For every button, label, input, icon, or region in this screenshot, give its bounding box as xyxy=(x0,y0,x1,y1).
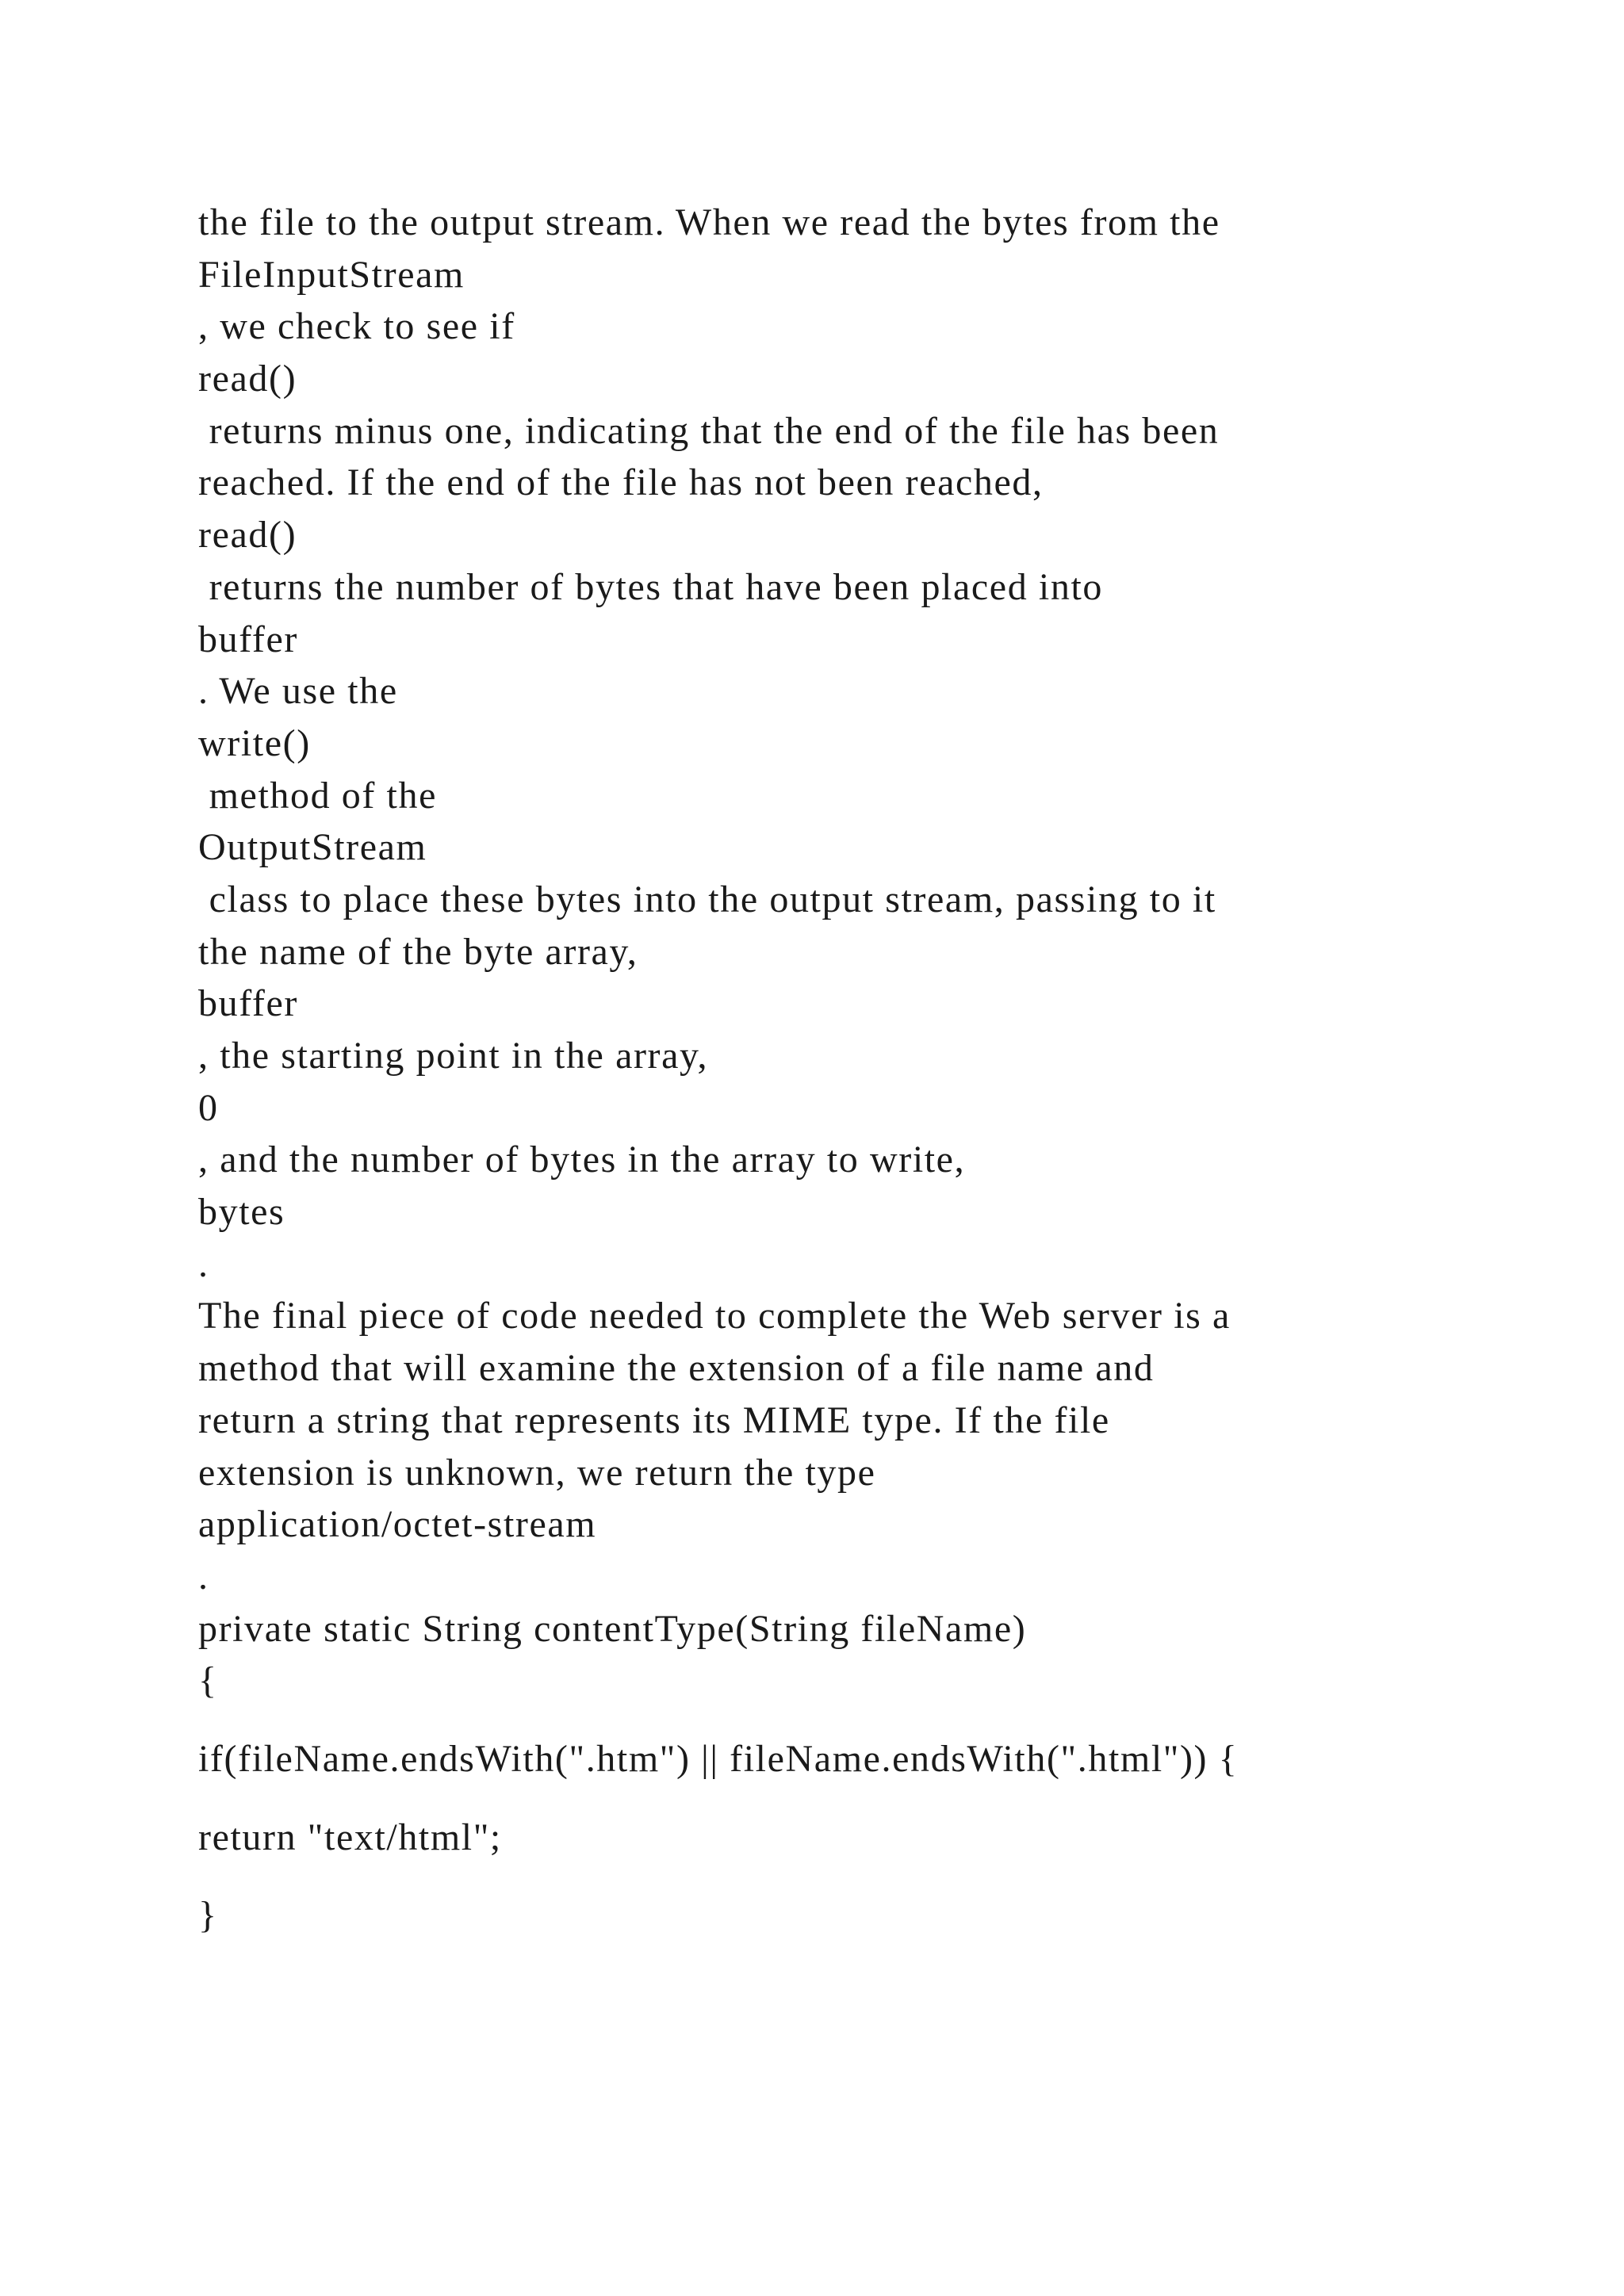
text-line: OutputStream xyxy=(198,826,427,869)
text-line: bytes xyxy=(198,1191,285,1234)
text-line: 0 xyxy=(198,1086,219,1129)
blank-gap xyxy=(198,1785,1507,1812)
text-line: return a string that represents its MIME type. If the file xyxy=(198,1399,1110,1441)
text-line: read() xyxy=(198,514,297,557)
text-line: method of the xyxy=(198,774,438,817)
text-line: class to place these bytes into the output stream, passing to it xyxy=(198,878,1216,920)
document-text xyxy=(198,197,1507,1942)
text-line: . xyxy=(198,1555,209,1598)
text-line: buffer xyxy=(198,618,298,660)
text-line: . We use the xyxy=(198,670,398,713)
blank-gap xyxy=(198,1863,1507,1889)
text-line: . xyxy=(198,1242,209,1285)
text-line: returns minus one, indicating that the end of the file has been xyxy=(198,409,1220,452)
code-line: private static String contentType(String fileName) xyxy=(198,1607,1027,1650)
text-line: , the starting point in the array, xyxy=(198,1035,709,1077)
text-line: The final piece of code needed to complete the Web server is a xyxy=(198,1295,1231,1337)
code-line: return "text/html"; xyxy=(198,1816,502,1858)
text-line: read() xyxy=(198,358,297,400)
text-line: application/octet-stream xyxy=(198,1503,597,1546)
text-line: FileInputStream xyxy=(198,253,465,296)
code-line: { xyxy=(198,1659,218,1702)
text-line: write() xyxy=(198,721,311,764)
blank-gap xyxy=(198,1707,1507,1733)
text-line: returns the number of bytes that have been placed into xyxy=(198,565,1103,608)
text-line: the name of the byte array, xyxy=(198,930,638,973)
text-line: extension is unknown, we return the type xyxy=(198,1451,876,1494)
code-line: } xyxy=(198,1894,218,1937)
text-line: method that will examine the extension of a file name and xyxy=(198,1347,1155,1390)
text-line: , we check to see if xyxy=(198,305,515,348)
text-line: buffer xyxy=(198,982,298,1025)
text-line: the file to the output stream. When we read the bytes from the xyxy=(198,201,1220,243)
text-line: , and the number of bytes in the array to write, xyxy=(198,1138,966,1181)
text-line: reached. If the end of the file has not been reached, xyxy=(198,461,1044,504)
code-line: if(fileName.endsWith(".htm") || fileName.endsWith(".html")) { xyxy=(198,1737,1239,1780)
